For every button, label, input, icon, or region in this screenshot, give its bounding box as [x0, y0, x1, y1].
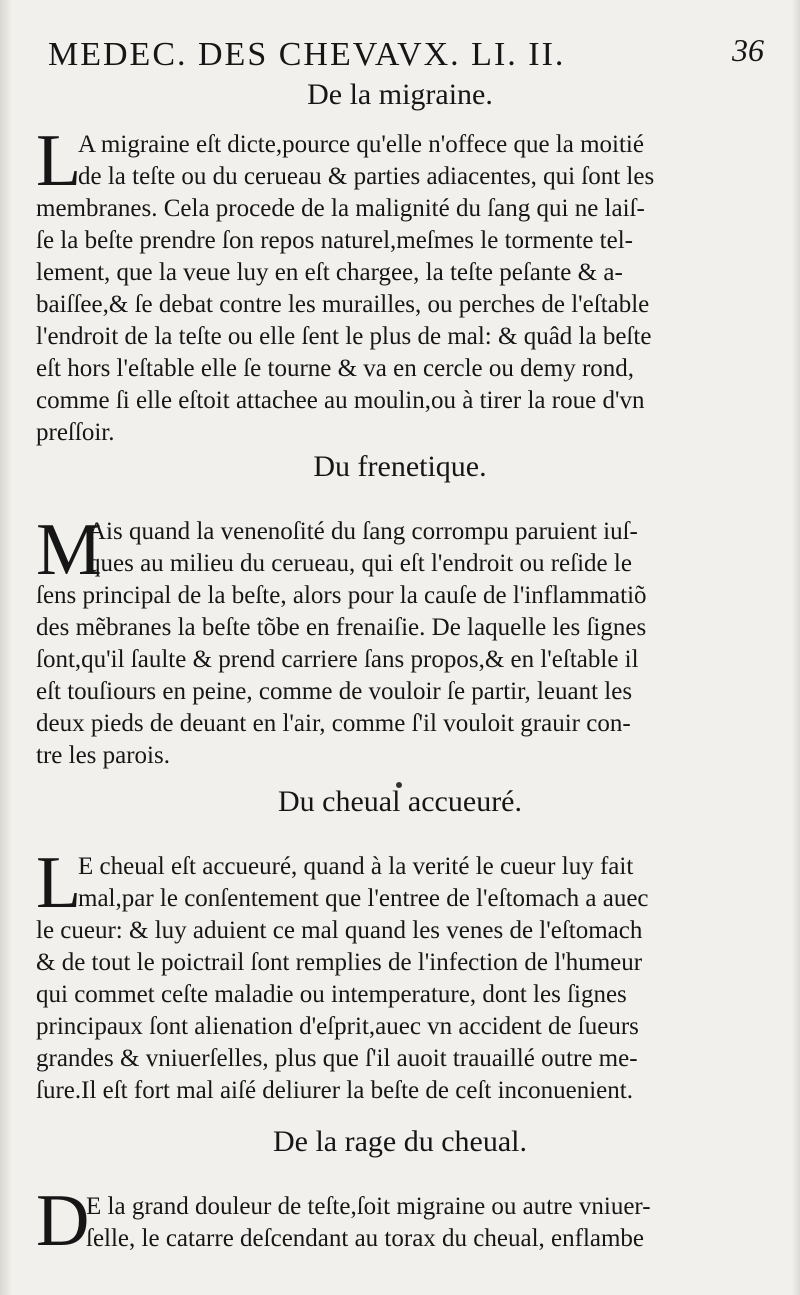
- section-heading-accueure: Du cheual accueuré.: [277, 785, 522, 818]
- paragraph-accueure: [36, 842, 766, 1110]
- running-head: [48, 28, 768, 78]
- paragraph-migraine: [36, 120, 766, 448]
- paragraph-frenetique: [36, 509, 766, 775]
- drop-cap: M: [36, 509, 102, 591]
- text-line: baiſſee,& ſe debat contre les murailles, ou perches de l'eſtable: [36, 291, 650, 318]
- section-heading-rage: De la rage du cheual.: [272, 1125, 528, 1158]
- text-line: preſſoir.: [36, 419, 115, 446]
- drop-cap: D: [36, 1180, 90, 1262]
- text-line: deux pieds de deuant en l'air, comme ſ'il vouloit grauir con-: [36, 710, 631, 737]
- text-line: le cueur: & luy aduient ce mal quand les venes de l'eſtomach: [36, 917, 643, 944]
- text-line: Ais quand la venenoſité du ſang corrompu paruient iuſ-: [88, 518, 638, 545]
- text-line: E cheual eſt accueuré, quand à la verité le cueur luy fait: [78, 853, 634, 880]
- section-heading-frenetique: Du frenetique.: [313, 450, 487, 483]
- text-line: & de tout le poictrail ſont remplies de l'infection de l'humeur: [36, 949, 643, 976]
- page-edge-shadow-right: [792, 0, 800, 1295]
- text-line: des mẽbranes la beſte tõbe en frenaiſie. De laquelle les ſignes: [36, 614, 647, 641]
- text-line: mal,par le conſentement que l'entree de l'eſtomach a auec: [78, 885, 649, 912]
- text-line: de la teſte ou du cerueau & parties adiacentes, qui ſont les: [78, 163, 655, 190]
- text-line: grandes & vniuerſelles, plus que ſ'il auoit trauaillé outre me-: [36, 1045, 638, 1072]
- page-edge-shadow-left: [0, 0, 12, 1295]
- text-line: ſe la beſte prendre ſon repos naturel,meſmes le tormente tel-: [36, 227, 633, 254]
- text-line: ſelle, le catarre deſcendant au torax du cheual, enflambe: [86, 1225, 645, 1252]
- text-line: tre les parois.: [36, 742, 170, 769]
- running-head-title: MEDEC. DES CHEVAVX. LI. II.: [48, 36, 566, 73]
- text-line: ques au milieu du cerueau, qui eſt l'endroit ou reſide le: [88, 550, 632, 577]
- text-line: ſont,qu'il ſaulte & prend carriere ſans propos,& en l'eſtable il: [36, 646, 639, 673]
- text-line: l'endroit de la teſte ou elle ſent le plus de mal: & quâd la beſte: [36, 323, 652, 350]
- text-line: ſens principal de la beſte, alors pour la cauſe de l'inflammatiõ: [36, 582, 647, 609]
- drop-cap: L: [36, 120, 82, 202]
- paragraph-rage: [36, 1180, 766, 1262]
- text-line: principaux ſont alienation d'eſprit,auec vn accident de ſueurs: [36, 1013, 639, 1040]
- text-line: eſt touſiours en peine, comme de vouloir ſe partir, leuant les: [36, 678, 633, 705]
- text-line: lement, que la veue luy en eſt chargee, la teſte peſante & a-: [36, 259, 623, 286]
- text-line: membranes. Cela procede de la malignité du ſang qui ne laiſ-: [36, 195, 645, 222]
- text-line: E la grand douleur de teſte,ſoit migraine ou autre vniuer-: [86, 1193, 651, 1220]
- page-number: 36: [732, 32, 764, 68]
- text-line: eſt hors l'eſtable elle ſe tourne & va en cercle ou demy rond,: [36, 355, 635, 382]
- drop-cap: L: [36, 842, 82, 924]
- text-line: qui commet ceſte maladie ou intemperature, dont les ſignes: [36, 981, 627, 1008]
- text-line: ſure.Il eſt fort mal aiſé deliurer la beſte de ceſt inconuenient.: [36, 1077, 633, 1104]
- section-heading-migraine: De la migraine.: [307, 78, 493, 111]
- text-line: A migraine eſt dicte,pource qu'elle n'offece que la moitié: [78, 131, 644, 158]
- text-line: comme ſi elle eſtoit attachee au moulin,ou à tirer la roue d'vn: [36, 387, 645, 414]
